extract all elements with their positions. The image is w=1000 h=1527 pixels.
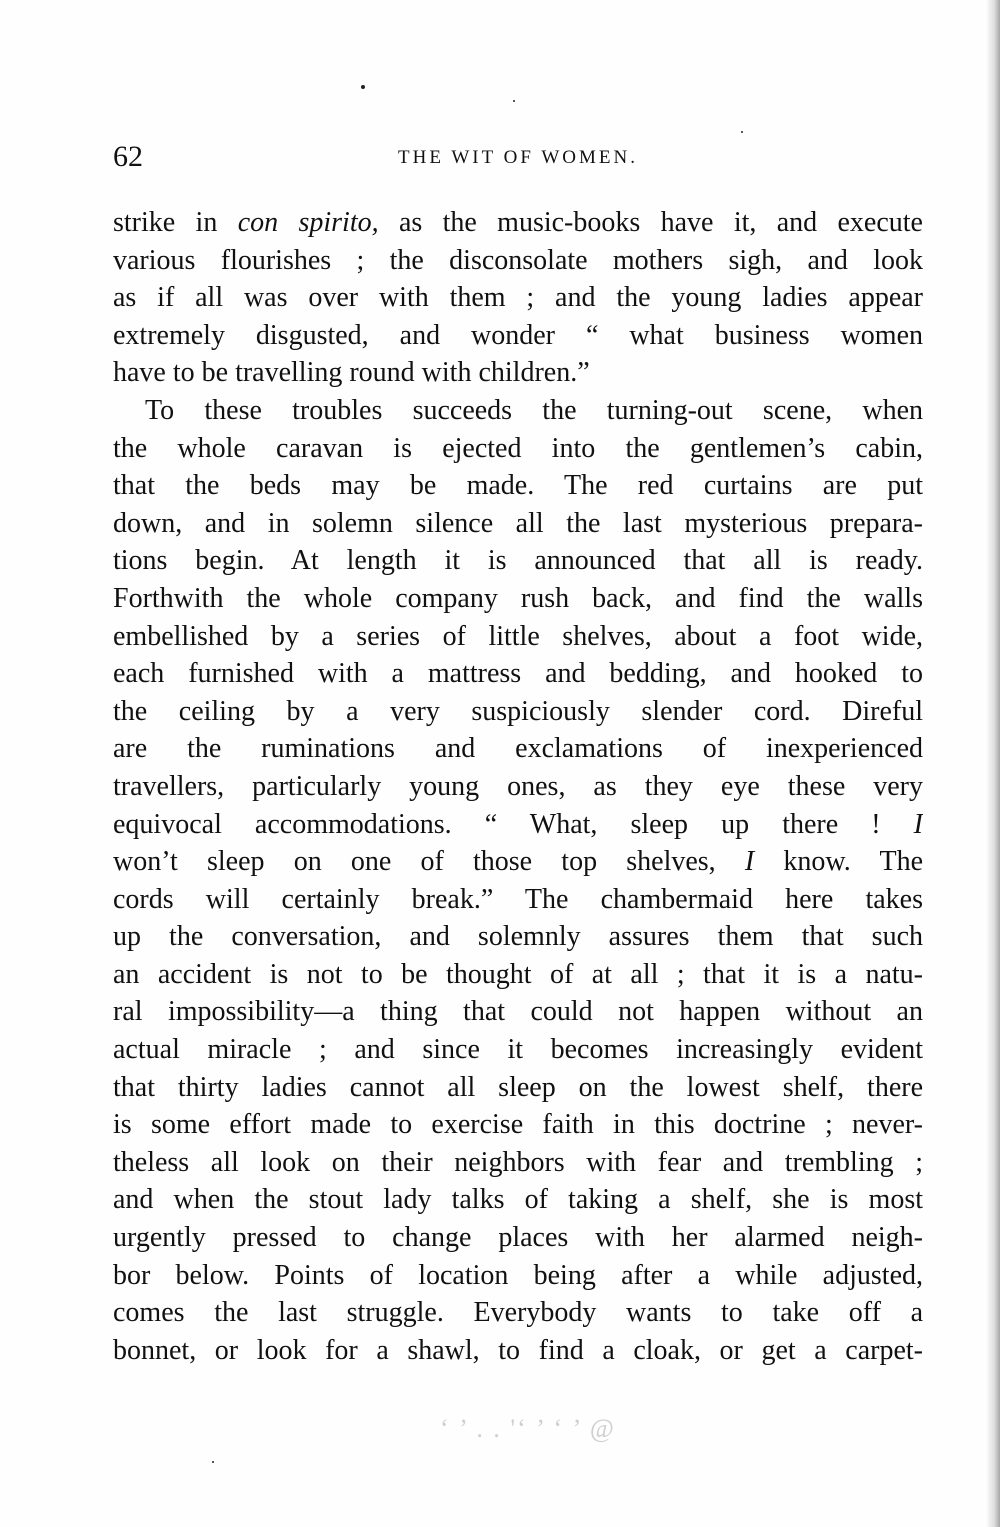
text-segment: that the beds may be made. The red curtains are put bbox=[113, 470, 923, 502]
text-segment: down, and in solemn silence all the last mysterious prepara- bbox=[113, 507, 923, 539]
text-line bbox=[113, 1181, 923, 1219]
text-segment: and when the stout lady talks of taking a shelf, she is most bbox=[113, 1184, 923, 1216]
text-segment: an accident is not to be thought of at all ; that it is a natu- bbox=[113, 958, 923, 990]
running-title: THE WIT OF WOMEN. bbox=[398, 147, 638, 168]
text-segment: bonnet, or look for a shawl, to find a cloak, or get a carpet- bbox=[113, 1334, 923, 1366]
text-line bbox=[113, 655, 923, 693]
text-segment: ral impossibility—a thing that could not happen without an bbox=[113, 996, 923, 1028]
text-line bbox=[113, 1332, 923, 1370]
text-segment: equivocal accommodations. “ What, sleep up there ! bbox=[113, 808, 914, 840]
text-line bbox=[113, 1294, 923, 1332]
italic-text: con spirito, bbox=[237, 207, 379, 238]
text-segment: strike in bbox=[113, 207, 238, 238]
text-segment: theless all look on their neighbors with fear and trembling ; bbox=[113, 1146, 923, 1178]
text-line bbox=[113, 693, 923, 731]
text-line bbox=[113, 467, 923, 505]
text-segment: cords will certainly break.” The chambermaid here takes bbox=[113, 883, 923, 915]
text-line bbox=[113, 580, 923, 618]
text-line bbox=[113, 279, 923, 317]
page-number: 62 bbox=[113, 140, 143, 173]
text-segment: have to be travelling round with children.” bbox=[113, 357, 590, 389]
text-line bbox=[113, 542, 923, 580]
ink-speck bbox=[361, 85, 365, 89]
text-line bbox=[113, 242, 923, 280]
text-line bbox=[113, 1069, 923, 1107]
text-line bbox=[113, 1219, 923, 1257]
text-line bbox=[113, 1106, 923, 1144]
page-header bbox=[113, 140, 923, 180]
text-line bbox=[113, 204, 923, 242]
italic-text: I bbox=[913, 808, 923, 840]
text-line bbox=[113, 505, 923, 543]
text-segment: tions begin. At length it is announced that all is ready. bbox=[113, 545, 923, 577]
text-segment: up the conversation, and solemnly assures them that such bbox=[113, 921, 923, 953]
scan-watermark: ‘ ’ . . '‘ ’ ‘ ’ @ bbox=[440, 1414, 616, 1443]
text-segment: To these troubles succeeds the turning-out scene, when bbox=[145, 394, 923, 426]
text-line bbox=[113, 354, 923, 392]
text-line bbox=[113, 1257, 923, 1295]
text-segment: urgently pressed to change places with her alarmed neigh- bbox=[113, 1222, 923, 1254]
text-segment: Forthwith the whole company rush back, and find the walls bbox=[113, 582, 923, 614]
ink-speck bbox=[513, 100, 515, 102]
text-line bbox=[113, 768, 923, 806]
italic-text: I bbox=[744, 846, 755, 878]
text-segment: are the ruminations and exclamations of inexperienced bbox=[113, 733, 923, 765]
body-text bbox=[113, 204, 923, 1369]
text-line bbox=[113, 993, 923, 1031]
text-line bbox=[113, 843, 923, 881]
text-segment: won’t sleep on one of those top shelves, bbox=[113, 846, 745, 878]
text-segment: bor below. Points of location being after a while adjusted, bbox=[113, 1259, 923, 1291]
text-line bbox=[113, 1144, 923, 1182]
text-line bbox=[113, 430, 923, 468]
text-segment: as the music-books have it, and execute bbox=[378, 207, 923, 238]
text-segment: is some effort made to exercise faith in this doctrine ; never- bbox=[113, 1109, 923, 1141]
text-segment: the ceiling by a very suspiciously slender cord. Direful bbox=[113, 695, 923, 727]
text-segment: the whole caravan is ejected into the gentlemen’s cabin, bbox=[113, 432, 923, 464]
text-segment: that thirty ladies cannot all sleep on the lowest shelf, there bbox=[113, 1071, 923, 1103]
ink-speck bbox=[741, 131, 743, 133]
text-segment: know. The bbox=[754, 846, 923, 878]
text-line bbox=[113, 317, 923, 355]
text-segment: embellished by a series of little shelves, about a foot wide, bbox=[113, 620, 923, 652]
text-line bbox=[113, 618, 923, 656]
text-segment: as if all was over with them ; and the young ladies appear bbox=[113, 282, 923, 314]
text-line bbox=[113, 806, 923, 844]
text-segment: actual miracle ; and since it becomes increasingly evident bbox=[113, 1034, 923, 1066]
text-segment: each furnished with a mattress and bedding, and hooked to bbox=[113, 658, 923, 690]
text-segment: travellers, particularly young ones, as they eye these very bbox=[113, 770, 923, 802]
text-line bbox=[113, 730, 923, 768]
text-line bbox=[113, 881, 923, 919]
text-segment: comes the last struggle. Everybody wants to take off a bbox=[113, 1297, 923, 1329]
ink-speck bbox=[212, 1461, 214, 1463]
text-segment: various flourishes ; the disconsolate mothers sigh, and look bbox=[113, 244, 923, 276]
page-edge-shadow bbox=[986, 0, 1000, 1527]
text-line bbox=[113, 918, 923, 956]
text-line bbox=[113, 956, 923, 994]
text-line bbox=[113, 392, 923, 430]
text-line bbox=[113, 1031, 923, 1069]
text-segment: extremely disgusted, and wonder “ what business women bbox=[113, 319, 923, 351]
